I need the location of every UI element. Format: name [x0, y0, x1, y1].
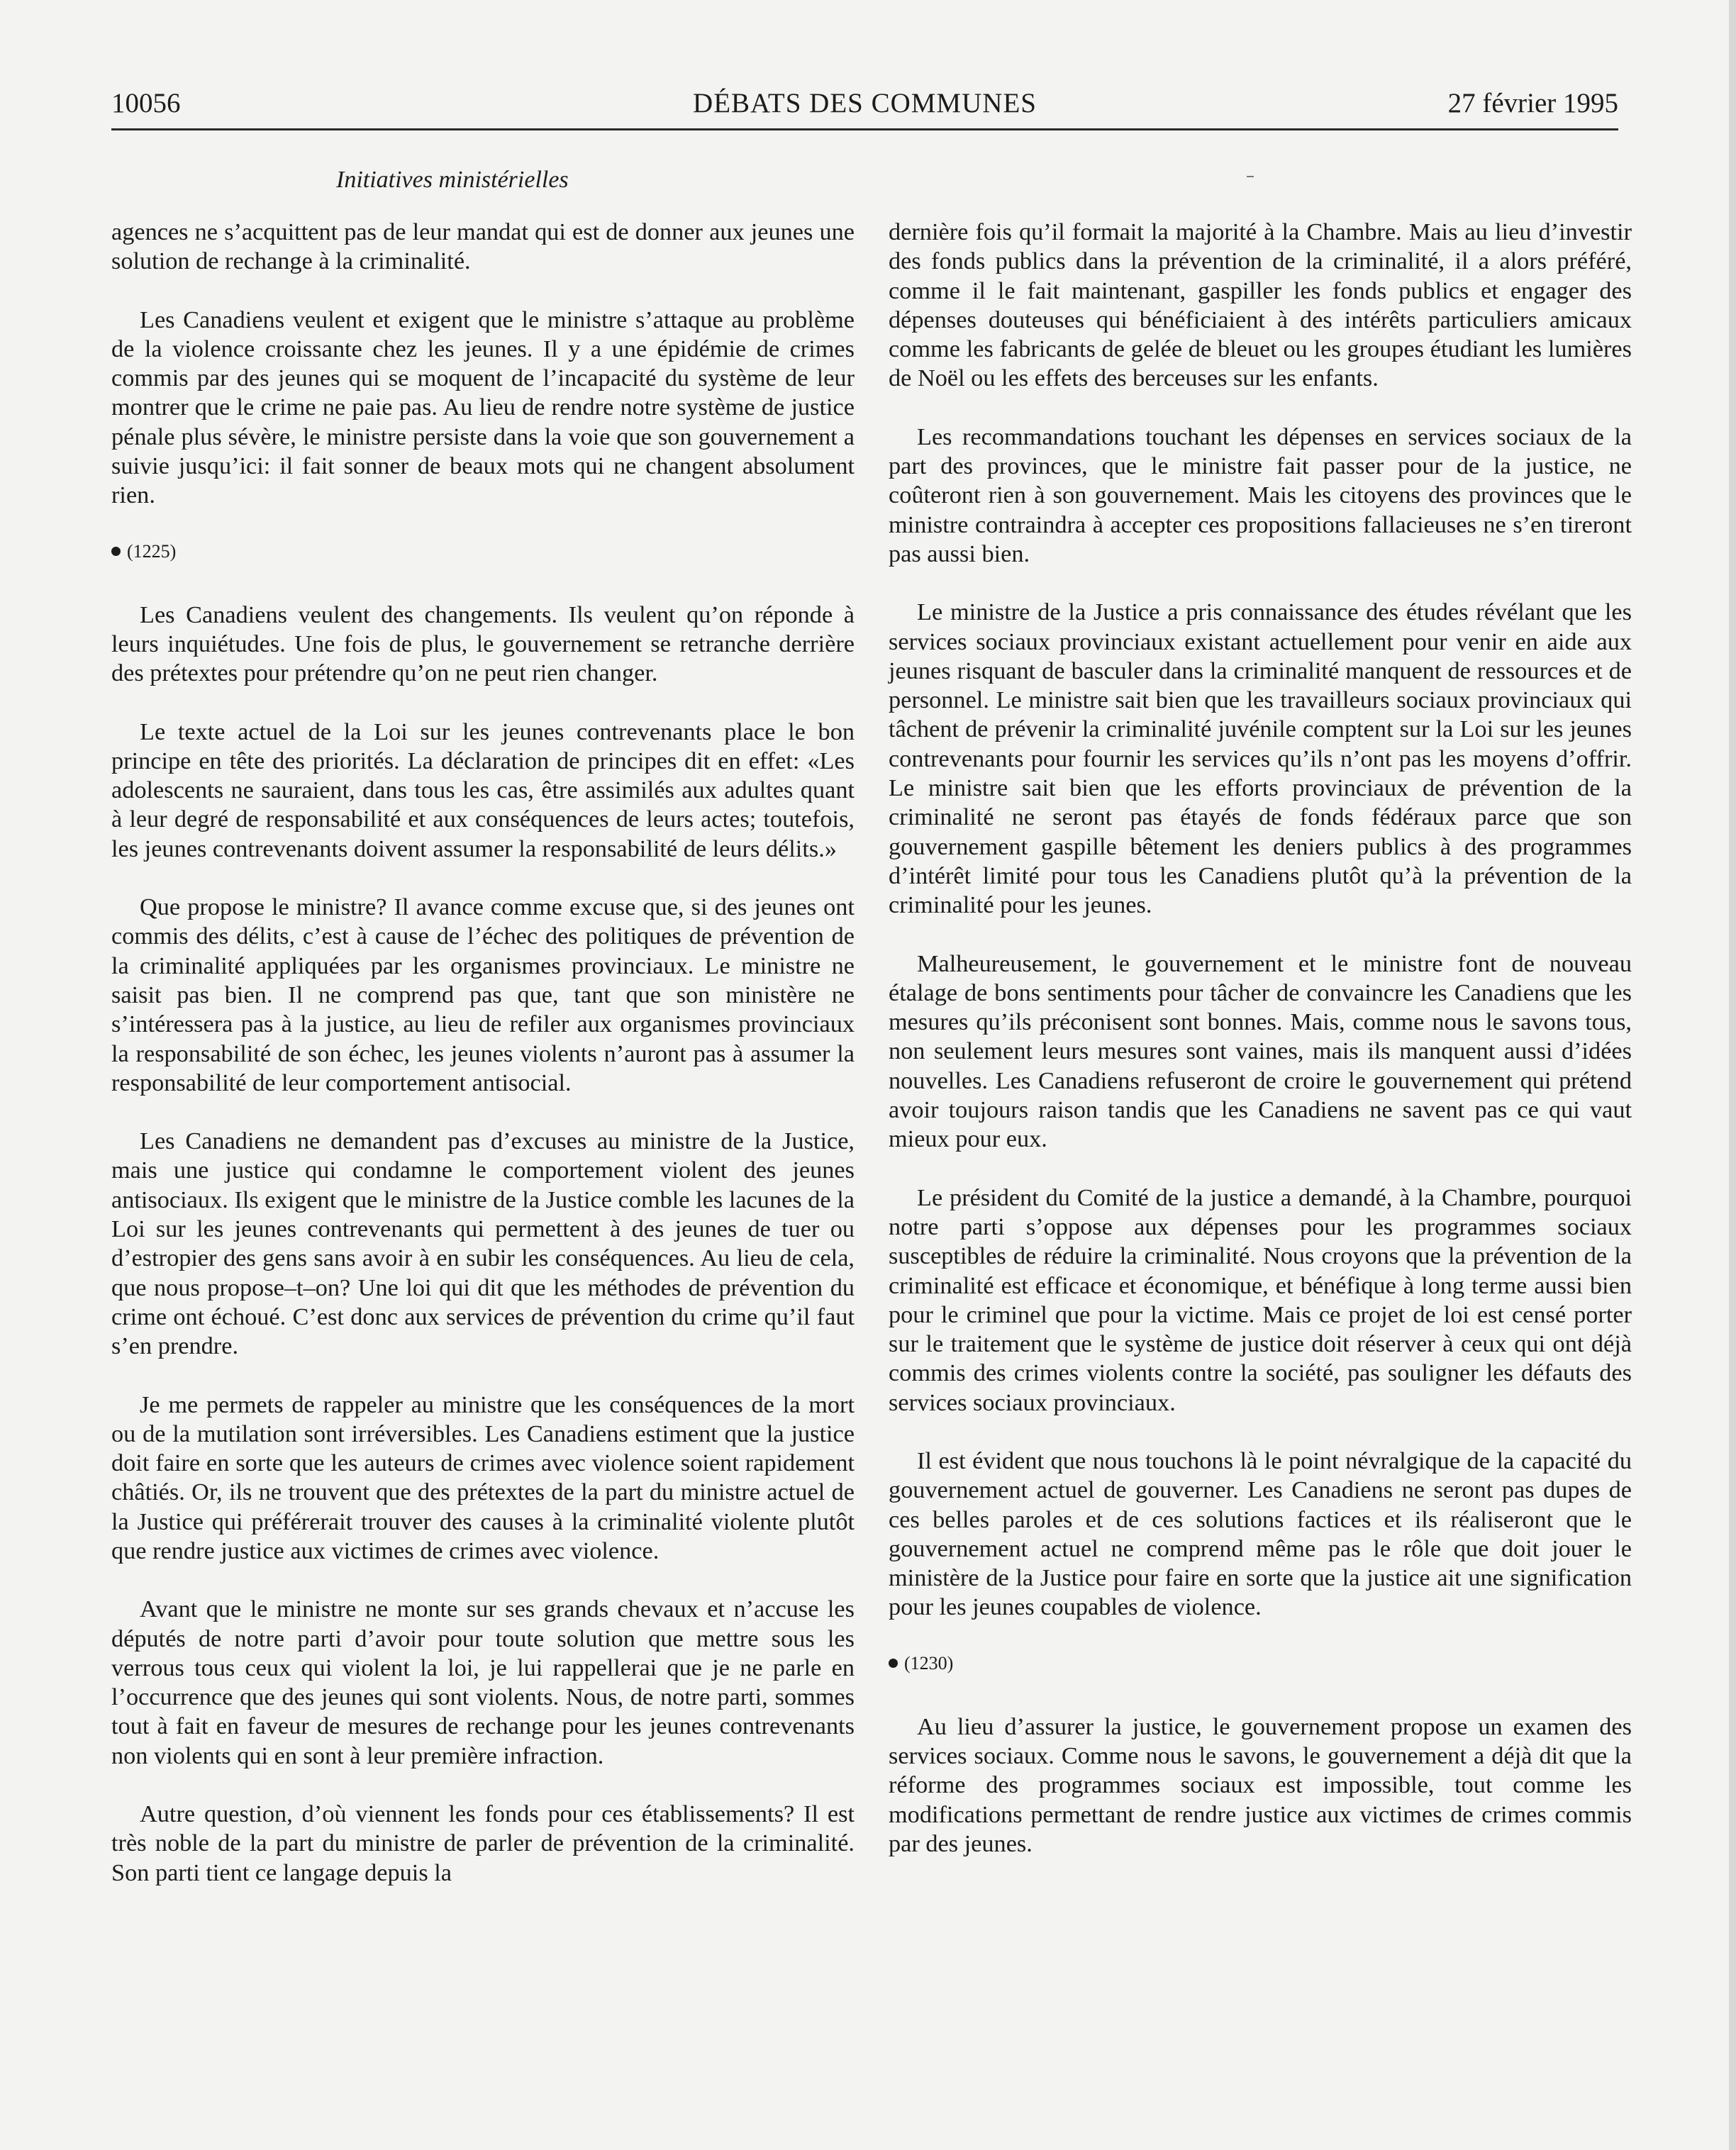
- right-column: [889, 218, 1632, 1888]
- left-paragraph-1: agences ne s’acquittent pas de leur mandat qui est de donner aux jeunes une solution de rechange à la criminalité.: [111, 218, 855, 275]
- scan-mark: [1247, 176, 1254, 177]
- bullet-icon: [111, 547, 121, 556]
- timestamp-1230: [889, 1652, 1632, 1676]
- publication-title: DÉBATS DES COMMUNES: [693, 88, 1037, 118]
- left-paragraph-9: Autre question, d’où viennent les fonds pour ces établissements? Il est très noble de la part du ministre de parler de prévention de la criminalité. Son parti tient ce langage depuis la: [111, 1800, 855, 1886]
- section-label: Initiatives ministérielles: [336, 167, 569, 193]
- page-number: 10056: [111, 88, 181, 118]
- left-paragraph-7: Je me permets de rappeler au ministre que les conséquences de la mort ou de la mutilation sont irréversibles. Les Canadiens estiment que la justice doit faire en sorte que les auteurs de crimes avec violence soient rapidement châtiés. Or, ils ne trouvent que des prétextes de la part du ministre actuel de la Justice qui préférerait trouver des causes à la criminalité violente plutôt que rendre justice aux victimes de crimes avec violence.: [111, 1391, 855, 1564]
- left-paragraph-4: Le texte actuel de la Loi sur les jeunes contrevenants place le bon principe en tête des priorités. La déclaration de principes dit en effet: «Les adolescents ne sauraient, dans tous les cas, être assimilés aux adultes quant à leur degré de responsabilité et aux conséquences de leurs actes; toutefois, les jeunes contrevenants doivent assumer la responsabilité de leurs délits.»: [111, 718, 855, 862]
- right-paragraph-5: Le président du Comité de la justice a demandé, à la Chambre, pourquoi notre parti s’oppose aux dépenses pour les programmes sociaux susceptibles de réduire la criminalité. Nous croyons que la prévention de la criminalité est efficace et économique, et bénéfique à long terme aussi bien pour le criminel que pour la victime. Mais ce projet de loi est censé porter sur le traitement que le système de justice doit réserver à ceux qui ont déjà commis des crimes violents contre la société, pas souligner les défauts des services sociaux provinciaux.: [889, 1183, 1632, 1416]
- page-header: [111, 87, 1618, 126]
- scan-edge: [1729, 0, 1736, 2150]
- timestamp-label: (1225): [127, 540, 177, 562]
- right-paragraph-1: dernière fois qu’il formait la majorité à la Chambre. Mais au lieu d’investir des fonds publics dans la prévention de la criminalité, il a alors préféré, comme il le fait maintenant, gaspiller les fonds publics et engager des dépenses douteuses qui bénéficiaient à des intérêts particuliers amicaux comme les fabricants de gelée de bleuet ou les groupes étudiant les lumières de Noël ou les effets des berceuses sur les enfants.: [889, 218, 1632, 392]
- right-paragraph-7: Au lieu d’assurer la justice, le gouvernement propose un examen des services sociaux. Comme nous le savons, le gouvernement a déjà dit que la réforme des programmes sociaux est impossible, tout comme les modifications permettant de rendre justice aux victimes de crimes commis par des jeunes.: [889, 1712, 1632, 1857]
- left-paragraph-5: Que propose le ministre? Il avance comme excuse que, si des jeunes ont commis des délits, c’est à cause de l’échec des politiques de prévention de la criminalité appliquées par les organismes provinciaux. Le ministre ne saisit pas bien. Il ne comprend pas que, tant que son ministère ne s’intéressera pas à la justice, au lieu de refiler aux organismes provinciaux la responsabilité de son échec, les jeunes violents n’auront pas à assumer la responsabilité de leur comportement antisocial.: [111, 893, 855, 1096]
- left-column: [111, 218, 855, 1917]
- right-paragraph-4: Malheureusement, le gouvernement et le ministre font de nouveau étalage de bons sentiments pour tâcher de convaincre les Canadiens que les mesures qu’ils préconisent sont bonnes. Mais, comme nous le savons tous, non seulement leurs mesures sont vaines, mais ils manquent aussi d’idées nouvelles. Les Canadiens refuseront de croire le gouvernement qui prétend avoir toujours raison tandis que les Canadiens ne savent pas ce qui vaut mieux pour eux.: [889, 949, 1632, 1153]
- timestamp-label: (1230): [904, 1652, 954, 1673]
- left-paragraph-6: Les Canadiens ne demandent pas d’excuses au ministre de la Justice, mais une justice qui condamne le comportement violent des jeunes antisociaux. Ils exigent que le ministre de la Justice comble les lacunes de la Loi sur les jeunes contrevenants qui permettent à des jeunes de tuer ou d’estropier des gens sans avoir à en subir les conséquences. Au lieu de cela, que nous propose–t–on? Une loi qui dit que les méthodes de prévention du crime ont échoué. C’est donc aux services de prévention du crime qu’il faut s’en prendre.: [111, 1127, 855, 1360]
- page-date: 27 février 1995: [1447, 88, 1618, 118]
- left-paragraph-3: Les Canadiens veulent des changements. Ils veulent qu’on réponde à leurs inquiétudes. Une fois de plus, le gouvernement se retranche derrière des prétextes pour prétendre qu’on ne peut rien changer.: [111, 601, 855, 687]
- left-paragraph-2: Les Canadiens veulent et exigent que le ministre s’attaque au problème de la violence croissante chez les jeunes. Il y a une épidémie de crimes commis par des jeunes qui se moquent de l’incapacité du système de leur montrer que le crime ne paie pas. Au lieu de rendre notre système de justice pénale plus sévère, le ministre persiste dans la voie que son gouvernement a suivie jusqu’ici: il fait sonner de beaux mots qui ne changent absolument rien.: [111, 306, 855, 509]
- header-rule: [111, 128, 1618, 130]
- left-paragraph-8: Avant que le ministre ne monte sur ses grands chevaux et n’accuse les députés de notre parti d’avoir pour toute solution que mettre sous les verrous tous ceux qui violent la loi, je lui rappellerai que je ne parle en l’occurrence que des jeunes qui sont violents. Nous, de notre parti, sommes tout à fait en faveur de mesures de rechange pour les jeunes contrevenants non violents qui en sont à leur première infraction.: [111, 1595, 855, 1769]
- right-paragraph-6: Il est évident que nous touchons là le point névralgique de la capacité du gouvernement actuel de gouverner. Les Canadiens ne seront pas dupes de ces belles paroles et de ces solutions factices et ils réaliseront que le gouvernement actuel ne comprend même pas le rôle que doit jouer le ministère de la Justice pour faire en sorte que la justice ait une signification pour les jeunes coupables de violence.: [889, 1447, 1632, 1621]
- right-paragraph-2: Les recommandations touchant les dépenses en services sociaux de la part des provinces, que le ministre fait passer pour de la justice, ne coûteront rien à son gouvernement. Mais les citoyens des provinces que le ministre contraindra à accepter ces propositions fallacieuses ne s’en tireront pas aussi bien.: [889, 423, 1632, 567]
- right-paragraph-3: Le ministre de la Justice a pris connaissance des études révélant que les services sociaux provinciaux existant actuellement pour venir en aide aux jeunes risquant de basculer dans la criminalité manquent de ressources et de personnel. Le ministre sait bien que les travailleurs sociaux provinciaux qui tâchent de prévenir la criminalité juvénile comptent sur la Loi sur les jeunes contrevenants pour fournir les services qu’ils n’ont pas les moyens d’offrir. Le ministre sait bien que les efforts provinciaux de prévention de la criminalité ne seront pas étayés de fonds fédéraux parce que son gouvernement gaspille bêtement les deniers publics à des programmes d’intérêt limité pour tous les Canadiens plutôt qu’à la prévention de la criminalité pour les jeunes.: [889, 598, 1632, 919]
- timestamp-1225: [111, 540, 855, 564]
- bullet-icon: [889, 1659, 898, 1668]
